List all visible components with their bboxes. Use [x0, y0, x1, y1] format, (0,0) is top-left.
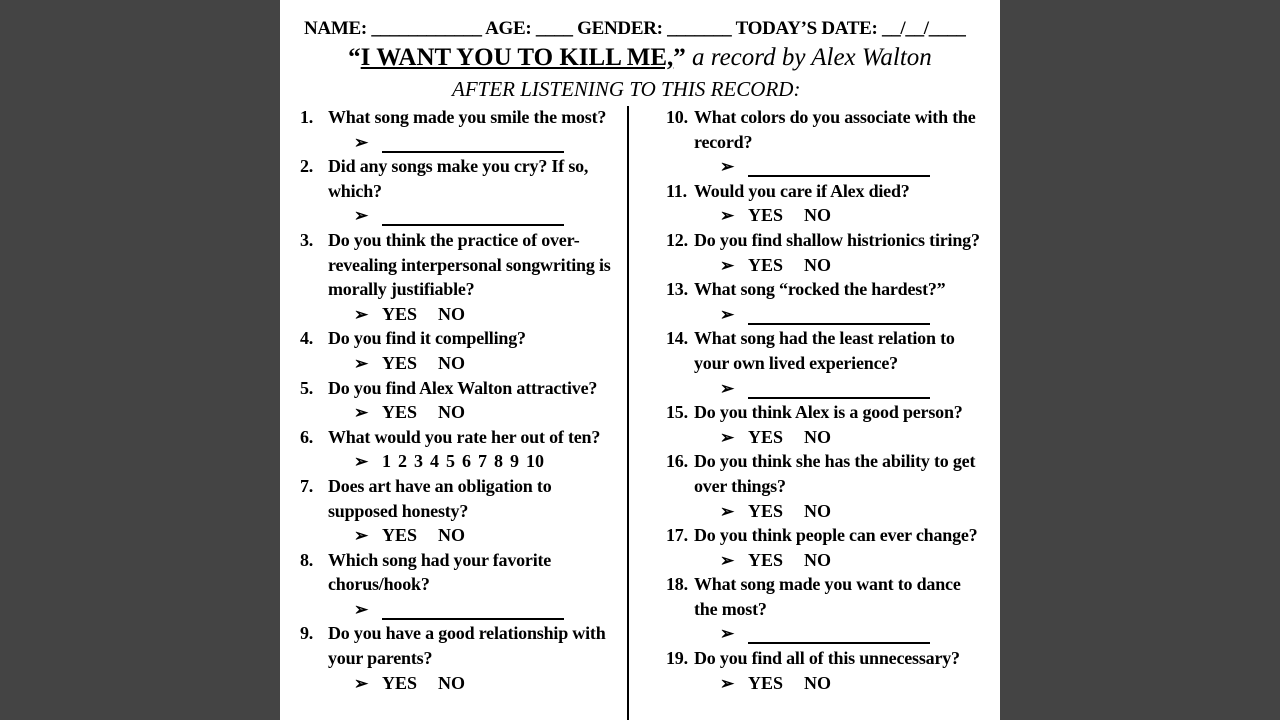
question	[300, 621, 620, 670]
yes-option[interactable]: YES	[748, 254, 784, 275]
no-option[interactable]: NO	[804, 254, 831, 275]
no-option[interactable]: NO	[438, 525, 465, 546]
answer-row	[300, 302, 620, 327]
no-option[interactable]: NO	[438, 402, 465, 423]
question-number: 17.	[666, 525, 688, 546]
no-option[interactable]: NO	[804, 500, 831, 521]
rating-option[interactable]: 7	[478, 451, 487, 472]
rating-option[interactable]: 10	[526, 451, 544, 472]
answer-blank-line[interactable]	[382, 224, 564, 226]
question-number: 6.	[300, 426, 314, 447]
answer-row	[666, 621, 986, 646]
yes-option[interactable]: YES	[382, 525, 418, 546]
no-option[interactable]: NO	[804, 426, 831, 447]
question	[666, 400, 986, 425]
question	[666, 179, 986, 204]
question-text: Does art have an obligation to supposed honesty?	[328, 475, 552, 521]
answer-row	[300, 671, 620, 696]
question-number: 10.	[666, 107, 688, 127]
question	[666, 572, 986, 621]
question-number: 19.	[666, 648, 688, 669]
no-option[interactable]: NO	[438, 352, 465, 373]
arrow-bullet-icon: ➢	[354, 673, 369, 693]
yes-option[interactable]: YES	[748, 205, 784, 226]
yes-option[interactable]: YES	[748, 549, 784, 570]
answer-row	[666, 499, 986, 524]
answer-blank-line[interactable]	[382, 618, 564, 620]
answer-row	[300, 351, 620, 376]
question-text: Do you find shallow histrionics tiring?	[694, 229, 980, 250]
question-text: Do you think the practice of over-revealing interpersonal songwriting is morally justifiable?	[328, 229, 611, 300]
question	[300, 548, 620, 597]
question-number: 15.	[666, 402, 688, 423]
answer-row	[666, 376, 986, 401]
yes-option[interactable]: YES	[748, 500, 784, 521]
answer-blank-line[interactable]	[748, 642, 930, 644]
arrow-bullet-icon: ➢	[354, 526, 369, 546]
answer-row	[300, 449, 620, 474]
answer-row	[300, 203, 620, 228]
answer-blank-line[interactable]	[748, 175, 930, 177]
rating-option[interactable]: 1	[382, 451, 391, 472]
question	[300, 228, 620, 302]
question-text: Do you think Alex is a good person?	[694, 402, 963, 423]
rating-option[interactable]: 8	[494, 451, 503, 472]
answer-row	[300, 400, 620, 425]
header-fields-line: NAME: ____________ AGE: ____ GENDER: _______ TODAY’S DATE: __/__/____	[304, 18, 966, 39]
question	[300, 474, 620, 523]
question-text: Do you have a good relationship with your parents?	[328, 623, 606, 669]
yes-option[interactable]: YES	[748, 672, 784, 693]
question-number: 12.	[666, 229, 688, 250]
question-text: Which song had your favorite chorus/hook?	[328, 549, 552, 595]
answer-blank-line[interactable]	[748, 397, 930, 399]
answer-row	[300, 597, 620, 622]
no-option[interactable]: NO	[804, 549, 831, 570]
arrow-bullet-icon: ➢	[720, 427, 735, 447]
rating-option[interactable]: 4	[430, 451, 439, 472]
question	[300, 326, 620, 351]
question-number: 1.	[300, 107, 314, 127]
question-number: 5.	[300, 377, 314, 398]
title-main: I WANT YOU TO KILL ME,	[360, 44, 674, 71]
arrow-bullet-icon: ➢	[720, 673, 735, 693]
question-text: What colors do you associate with the record?	[694, 107, 976, 152]
yes-option[interactable]: YES	[382, 352, 418, 373]
question-text: What would you rate her out of ten?	[328, 426, 601, 447]
section-subtitle: AFTER LISTENING TO THIS RECORD:	[452, 77, 801, 101]
answer-row	[666, 548, 986, 573]
answer-blank-line[interactable]	[382, 151, 564, 153]
no-option[interactable]: NO	[438, 303, 465, 324]
question	[666, 105, 986, 154]
answer-row	[300, 130, 620, 155]
question	[300, 154, 620, 203]
question-number: 11.	[666, 180, 687, 201]
answer-row	[666, 302, 986, 327]
arrow-bullet-icon: ➢	[354, 403, 369, 423]
question-text: Did any songs make you cry? If so, which?	[328, 156, 589, 201]
question	[300, 376, 620, 401]
rating-option[interactable]: 3	[414, 451, 423, 472]
arrow-bullet-icon: ➢	[720, 501, 735, 521]
rating-option[interactable]: 6	[462, 451, 471, 472]
question-number: 14.	[666, 328, 688, 349]
question-number: 16.	[666, 451, 688, 472]
arrow-bullet-icon: ➢	[720, 206, 735, 226]
answer-row	[666, 253, 986, 278]
question-number: 9.	[300, 623, 314, 644]
yes-option[interactable]: YES	[382, 672, 418, 693]
question-number: 18.	[666, 574, 688, 595]
question-number: 3.	[300, 229, 314, 250]
arrow-bullet-icon: ➢	[354, 132, 369, 152]
arrow-bullet-icon: ➢	[720, 550, 735, 570]
answer-row	[666, 203, 986, 228]
question-text: Do you find Alex Walton attractive?	[328, 377, 598, 398]
question	[300, 105, 620, 130]
arrow-bullet-icon: ➢	[720, 378, 735, 398]
answer-row	[300, 523, 620, 548]
rating-option[interactable]: 9	[510, 451, 519, 472]
arrow-bullet-icon: ➢	[720, 624, 735, 644]
questions-left-column	[300, 105, 620, 695]
question-number: 7.	[300, 475, 314, 496]
question-number: 8.	[300, 549, 314, 570]
no-option[interactable]: NO	[438, 672, 465, 693]
question-number: 2.	[300, 156, 314, 177]
question-text: Would you care if Alex died?	[694, 180, 910, 201]
question-number: 13.	[666, 279, 688, 300]
title-open-quote: “	[348, 44, 361, 71]
record-title	[280, 44, 1000, 72]
arrow-bullet-icon: ➢	[354, 599, 369, 619]
questions-right-column	[666, 105, 986, 695]
answer-row	[666, 425, 986, 450]
question	[666, 449, 986, 498]
questionnaire-page	[280, 0, 1000, 720]
question-text: What song made you want to dance the most?	[694, 574, 961, 619]
yes-option[interactable]: YES	[382, 402, 418, 423]
question-text: What song made you smile the most?	[328, 107, 607, 127]
question	[666, 646, 986, 671]
yes-option[interactable]: YES	[382, 303, 418, 324]
title-byline: a record by Alex Walton	[685, 44, 932, 71]
answer-row	[666, 671, 986, 696]
arrow-bullet-icon: ➢	[354, 304, 369, 324]
question-text: Do you find it compelling?	[328, 328, 526, 349]
answer-row	[666, 154, 986, 179]
question-text: What song “rocked the hardest?”	[694, 279, 946, 300]
arrow-bullet-icon: ➢	[720, 255, 735, 275]
answer-blank-line[interactable]	[748, 323, 930, 325]
yes-option[interactable]: YES	[748, 426, 784, 447]
question	[666, 326, 986, 375]
column-divider	[627, 106, 629, 720]
arrow-bullet-icon: ➢	[354, 353, 369, 373]
rating-option[interactable]: 2	[398, 451, 407, 472]
question	[666, 228, 986, 253]
arrow-bullet-icon: ➢	[720, 157, 735, 177]
title-close-quote: ”	[673, 44, 686, 71]
question	[300, 425, 620, 450]
arrow-bullet-icon: ➢	[354, 452, 369, 472]
no-option[interactable]: NO	[804, 205, 831, 226]
question-text: What song had the least relation to your own lived experience?	[694, 328, 955, 373]
question-text: Do you think people can ever change?	[694, 525, 978, 546]
question-number: 4.	[300, 328, 314, 349]
question-text: Do you find all of this unnecessary?	[694, 648, 960, 669]
arrow-bullet-icon: ➢	[354, 206, 369, 226]
question	[666, 277, 986, 302]
rating-option[interactable]: 5	[446, 451, 455, 472]
no-option[interactable]: NO	[804, 672, 831, 693]
rating-scale	[382, 451, 551, 471]
arrow-bullet-icon: ➢	[720, 304, 735, 324]
question-text: Do you think she has the ability to get over things?	[694, 451, 976, 496]
question	[666, 523, 986, 548]
